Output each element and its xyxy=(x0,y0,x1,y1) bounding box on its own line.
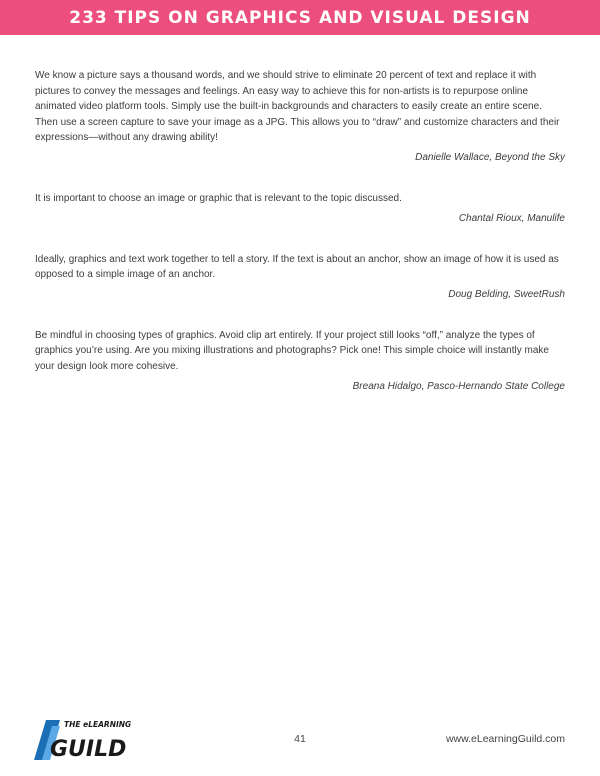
page-number: 41 xyxy=(294,733,306,745)
tip-author: Breana Hidalgo, Pasco-Hernando State College xyxy=(352,380,565,392)
tip-text: It is important to choose an image or graphic that is relevant to the topic discussed. xyxy=(35,192,402,204)
tip-text: Be mindful in choosing types of graphics. Avoid clip art entirely. If your project still looks “off,” analyze the types of graphics you’re using. Are you mixing illustrations and photographs? Pick one! This simple choice will instantly make your design look more cohesive. xyxy=(35,329,549,372)
page-title: 233 TIPS ON GRAPHICS AND VISUAL DESIGN xyxy=(69,7,531,28)
tip-text: Ideally, graphics and text work together to tell a story. If the text is about an anchor, show an image of how it is used as opposed to a simple image of an anchor. xyxy=(35,253,559,281)
tip-item xyxy=(35,68,565,163)
tip-author: Chantal Rioux, Manulife xyxy=(458,212,565,224)
logo-text-main: GUILD xyxy=(50,737,127,762)
tip-item xyxy=(35,328,565,392)
logo-text-top: THE eLEARNING xyxy=(64,720,132,729)
tip-text: We know a picture says a thousand words, and we should strive to eliminate 20 percent of text and replace it with pictures to convey the messages and feelings. An easy way to achieve this for non-artists is to repurpose online animated video platform tools. Simply use the built-in backgrounds and characters to easily create an entire scene. Then use a screen capture to save your image as a JPG. This allows you to “draw” and customize characters and their expressions—without any drawing ability! xyxy=(35,70,560,144)
tips-list xyxy=(35,68,565,420)
header-band xyxy=(0,0,600,35)
tip-author: Danielle Wallace, Beyond the Sky xyxy=(415,151,565,163)
site-url-link[interactable]: www.eLearningGuild.com xyxy=(445,733,565,745)
tip-item xyxy=(35,252,565,300)
tip-item xyxy=(35,191,565,224)
tip-author: Doug Belding, SweetRush xyxy=(448,288,565,300)
